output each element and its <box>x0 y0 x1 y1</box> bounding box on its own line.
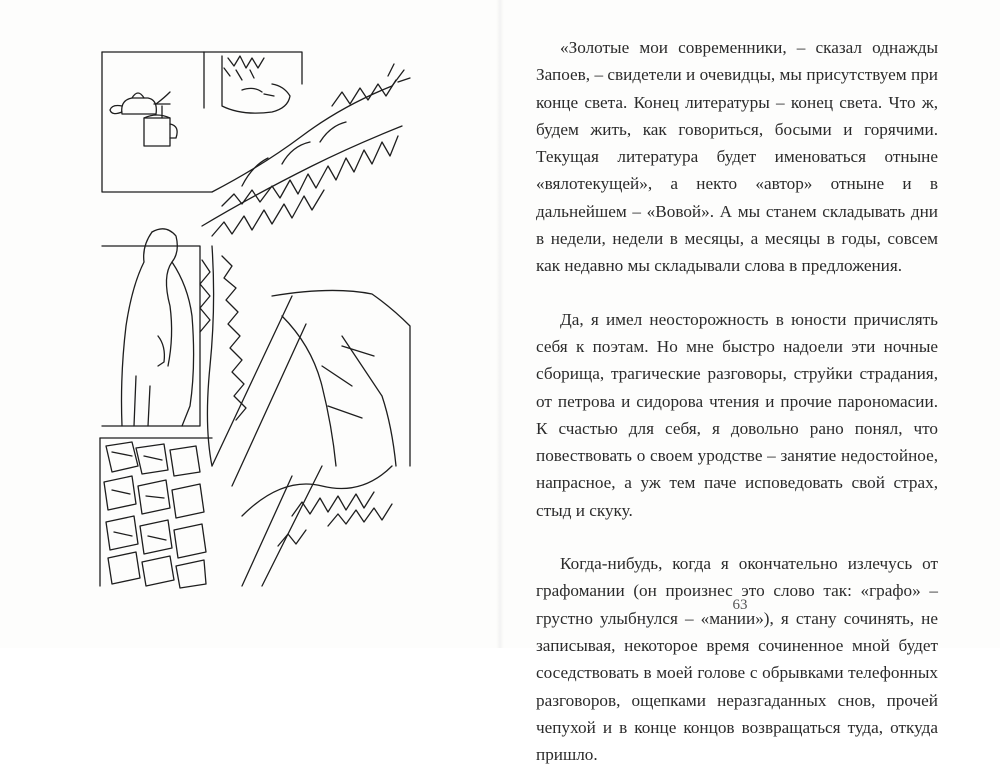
paragraph-3: Когда-нибудь, когда я окончательно излечусь от графомании (он произнес это слово так: «графо» – грустно улыбнулся – «мании»), я стану сочинять, не записывая, некоторое время сочиненное мной будет соседствовать в моей голове с обрывками телефонных разговоров, ощепками неразгаданных снов, прочей чепухой и в конце концов возвращаться туда, откуда пришло. <box>536 554 938 765</box>
left-page <box>0 0 500 648</box>
kitchen-panel <box>102 52 302 192</box>
page-number: 63 <box>732 597 748 613</box>
face <box>222 56 290 113</box>
leafy-branches <box>200 64 410 466</box>
paragraph-1: «Золотые мои современники, – сказал однажды Запоев, – свидетели и очевидцы, мы присутствуем при конце света. Конец литературы – конец света. Что ж, будем жить, как говориться, босыми и горячими. Текущая литература будет именоваться отныне «вялотекущей», а некто «автор» отныне и в дальнейшем – «Вовой». А мы станем складывать дни в недели, недели в месяцы, а месяцы в годы, совсем как недавно мы складывали слова в предложения. <box>536 38 938 276</box>
body-text <box>536 34 938 768</box>
cloaked-figure <box>102 229 200 426</box>
pen-illustration <box>92 46 418 592</box>
rocks <box>212 290 410 486</box>
paragraph-2: Да, я имел неосторожность в юности причислять себя к поэтам. Но мне быстро надоели эти ночные сборища, трагические разговоры, струйки страдания, от петрова и сидорова чтения и прочие парономасии. К счастью для себя, я довольно рано понял, что повествовать о своем уродстве – занятие недостойное, напрасное, а уж тем паче исповедовать свой страх, стыд и скуку. <box>536 309 938 520</box>
bottom-leaves <box>242 466 392 586</box>
papers-pile <box>100 438 212 588</box>
right-page <box>500 0 1000 765</box>
